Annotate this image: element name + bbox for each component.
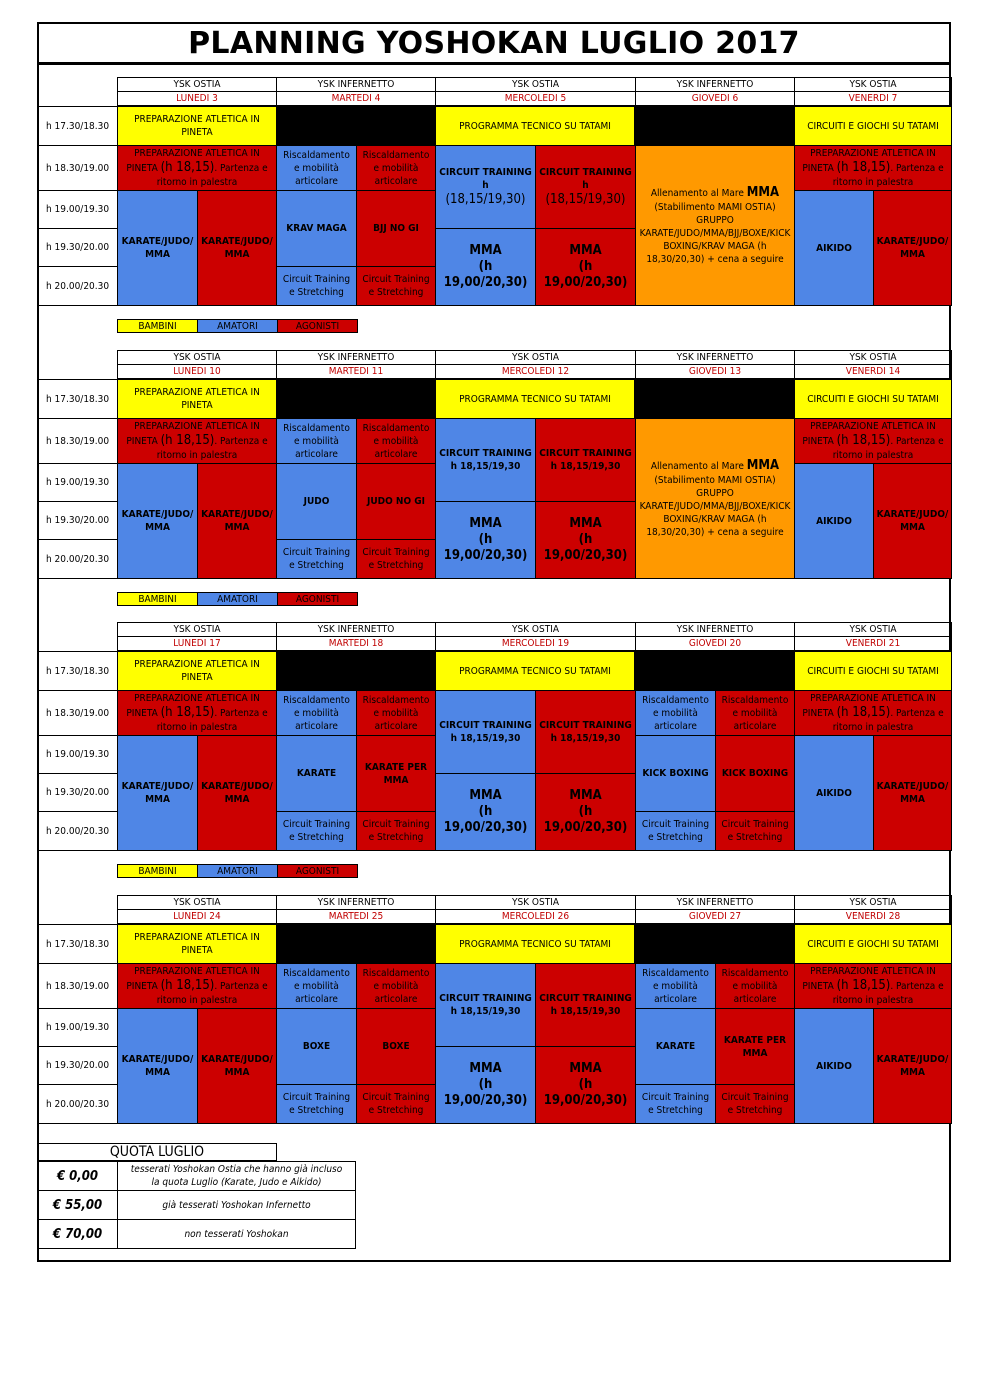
programma-cell: PROGRAMMA TECNICO SU TATAMI — [435, 379, 635, 419]
mma-cell — [435, 501, 536, 579]
prep-time: (h 18,15) — [160, 705, 215, 720]
class-cell: JUDO NO GI — [356, 463, 436, 540]
mma-cell — [535, 501, 636, 579]
day-label: LUNEDI 10 — [117, 364, 277, 379]
karate-judo-mma-cell: KARATE/JUDO/ MMA — [873, 190, 952, 306]
time-label: h 20.00/20.30 — [37, 266, 118, 306]
day-label: LUNEDI 17 — [117, 636, 277, 651]
prep-text: PINETA — [802, 163, 834, 174]
circuit-text: h 18,15/19,30 — [550, 461, 621, 472]
prep-text: ritorno in palestra — [156, 450, 238, 461]
day-label: MERCOLEDI 19 — [435, 636, 636, 651]
day-label: VENERDI 28 — [794, 909, 952, 924]
quota-description: non tesserati Yoshokan — [117, 1219, 356, 1249]
mma-time: (h 19,00/20,30) — [443, 259, 528, 290]
prep-time: (h 18,15) — [836, 978, 891, 993]
prep-text: ritorno in palestra — [156, 722, 238, 733]
mma-cell — [535, 1046, 636, 1124]
closed-cell — [635, 924, 795, 964]
prep-text: ritorno in palestra — [156, 177, 238, 188]
aikido-cell: AIKIDO — [794, 735, 874, 851]
circuit-training-cell — [435, 145, 536, 229]
mare-mma: MMA — [746, 458, 780, 473]
circuiti-cell: CIRCUITI E GIOCHI SU TATAMI — [794, 379, 952, 419]
circuit-text: h 18,15/19,30 — [450, 1006, 521, 1017]
mma-text: MMA — [569, 788, 602, 803]
mare-mma: MMA — [746, 185, 780, 200]
day-label: MERCOLEDI 12 — [435, 364, 636, 379]
circuit-training-cell — [435, 690, 536, 774]
prep-pineta-cell: PREPARAZIONE ATLETICA IN PINETA — [117, 106, 277, 146]
prep-text: PREPARAZIONE ATLETICA IN — [134, 148, 260, 159]
day-label: MARTEDI 4 — [276, 91, 436, 106]
venue-label: YSK OSTIA — [794, 77, 952, 92]
mma-time: (h 19,00/20,30) — [443, 804, 528, 835]
prep-text: . Partenza e — [890, 163, 944, 174]
venue-label: YSK INFERNETTO — [635, 895, 795, 910]
prep-text: . Partenza e — [214, 708, 268, 719]
prep-text: PINETA — [126, 708, 158, 719]
prep-pineta-18-cell — [117, 690, 277, 736]
venue-label: YSK INFERNETTO — [276, 350, 436, 365]
legend-agonisti: AGONISTI — [277, 319, 358, 333]
mma-text: MMA — [569, 243, 602, 258]
prep-pineta-18-cell — [117, 418, 277, 464]
riscaldamento-cell: Riscaldamento e mobilità articolare — [715, 963, 795, 1009]
prep-time: (h 18,15) — [160, 433, 215, 448]
circuit-text: CIRCUIT TRAINING h — [439, 167, 532, 191]
circuit-training-cell — [435, 963, 536, 1047]
time-label: h 20.00/20.30 — [37, 1084, 118, 1124]
circuiti-cell: CIRCUITI E GIOCHI SU TATAMI — [794, 106, 952, 146]
time-label: h 20.00/20.30 — [37, 811, 118, 851]
programma-cell: PROGRAMMA TECNICO SU TATAMI — [435, 651, 635, 691]
prep-text: ritorno in palestra — [832, 995, 914, 1006]
time-label: h 19.00/19.30 — [37, 190, 118, 229]
mare-cell — [635, 418, 795, 579]
aikido-cell: AIKIDO — [794, 190, 874, 306]
karate-judo-mma-cell: KARATE/JUDO/ MMA — [197, 735, 277, 851]
prep-text: PINETA — [802, 981, 834, 992]
circuit-stretch-cell: Circuit Training e Stretching — [276, 266, 357, 306]
prep-text: PREPARAZIONE ATLETICA IN — [810, 148, 936, 159]
prep-text: PINETA — [802, 436, 834, 447]
time-label: h 17.30/18.30 — [37, 651, 118, 691]
circuit-training-cell — [535, 690, 636, 774]
circuit-stretch-cell: Circuit Training e Stretching — [715, 811, 795, 851]
prep-text: PREPARAZIONE ATLETICA IN — [810, 693, 936, 704]
prep-text: . Partenza e — [214, 436, 268, 447]
riscaldamento-cell: Riscaldamento e mobilità articolare — [276, 690, 357, 736]
karate-judo-mma-cell: KARATE/JUDO/ MMA — [197, 463, 277, 579]
circuit-text: CIRCUIT TRAINING — [439, 720, 532, 731]
circuit-text: (18,15/19,30) — [545, 192, 626, 207]
class-cell: KARATE PER MMA — [356, 735, 436, 812]
mare-cell — [635, 145, 795, 306]
time-label: h 17.30/18.30 — [37, 106, 118, 146]
mma-text: MMA — [469, 1061, 502, 1076]
mare-text: Allenamento al Mare — [650, 461, 744, 472]
time-label: h 19.30/20.00 — [37, 773, 118, 812]
riscaldamento-cell: Riscaldamento e mobilità articolare — [635, 963, 716, 1009]
riscaldamento-cell: Riscaldamento e mobilità articolare — [276, 145, 357, 191]
circuit-stretch-cell: Circuit Training e Stretching — [635, 811, 716, 851]
circuit-training-cell — [435, 418, 536, 502]
row-separator — [37, 305, 951, 306]
legend-bambini: BAMBINI — [117, 864, 198, 878]
circuiti-cell: CIRCUITI E GIOCHI SU TATAMI — [794, 651, 952, 691]
closed-cell — [276, 379, 436, 419]
riscaldamento-cell: Riscaldamento e mobilità articolare — [276, 963, 357, 1009]
prep-text: PINETA — [126, 981, 158, 992]
mma-text: MMA — [469, 516, 502, 531]
quota-price: € 70,00 — [37, 1219, 118, 1249]
venue-label: YSK INFERNETTO — [276, 77, 436, 92]
closed-cell — [635, 651, 795, 691]
day-label: LUNEDI 24 — [117, 909, 277, 924]
circuit-training-cell — [535, 418, 636, 502]
mma-cell — [435, 773, 536, 851]
page-title: PLANNING YOSHOKAN LUGLIO 2017 — [37, 22, 951, 64]
prep-text: PINETA — [126, 163, 158, 174]
riscaldamento-cell: Riscaldamento e mobilità articolare — [356, 145, 436, 191]
prep-time: (h 18,15) — [160, 160, 215, 175]
circuit-stretch-cell: Circuit Training e Stretching — [356, 539, 436, 579]
circuit-stretch-cell: Circuit Training e Stretching — [356, 266, 436, 306]
prep-text: . Partenza e — [890, 436, 944, 447]
venue-label: YSK OSTIA — [794, 350, 952, 365]
venue-label: YSK OSTIA — [794, 622, 952, 637]
karate-judo-mma-cell: KARATE/JUDO/ MMA — [197, 1008, 277, 1124]
prep-text: PREPARAZIONE ATLETICA IN — [134, 693, 260, 704]
karate-judo-mma-cell: KARATE/JUDO/ MMA — [117, 190, 198, 306]
class-cell: JUDO — [276, 463, 357, 540]
prep-text: PREPARAZIONE ATLETICA IN — [134, 966, 260, 977]
venue-label: YSK OSTIA — [117, 350, 277, 365]
legend-bambini: BAMBINI — [117, 319, 198, 333]
circuit-text: CIRCUIT TRAINING — [439, 993, 532, 1004]
prep-text: . Partenza e — [214, 163, 268, 174]
prep-pineta-cell: PREPARAZIONE ATLETICA IN PINETA — [117, 924, 277, 964]
mma-time: (h 19,00/20,30) — [543, 259, 628, 290]
prep-text: PINETA — [802, 708, 834, 719]
prep-text: PINETA — [126, 436, 158, 447]
prep-text: . Partenza e — [890, 708, 944, 719]
venue-label: YSK OSTIA — [117, 77, 277, 92]
class-cell: KARATE — [635, 1008, 716, 1085]
circuit-text: h 18,15/19,30 — [550, 1006, 621, 1017]
riscaldamento-cell: Riscaldamento e mobilità articolare — [356, 690, 436, 736]
mma-time: (h 19,00/20,30) — [443, 1077, 528, 1108]
time-label: h 19.00/19.30 — [37, 1008, 118, 1047]
time-label: h 19.30/20.00 — [37, 1046, 118, 1085]
riscaldamento-cell: Riscaldamento e mobilità articolare — [356, 418, 436, 464]
mma-cell — [435, 228, 536, 306]
day-label: GIOVEDI 27 — [635, 909, 795, 924]
circuit-text: CIRCUIT TRAINING — [439, 448, 532, 459]
karate-judo-mma-cell: KARATE/JUDO/ MMA — [117, 463, 198, 579]
venue-label: YSK INFERNETTO — [635, 622, 795, 637]
prep-text: ritorno in palestra — [832, 450, 914, 461]
circuit-stretch-cell: Circuit Training e Stretching — [715, 1084, 795, 1124]
venue-label: YSK INFERNETTO — [635, 77, 795, 92]
circuit-text: h 18,15/19,30 — [450, 733, 521, 744]
prep-time: (h 18,15) — [836, 160, 891, 175]
row-separator — [37, 64, 951, 65]
circuit-stretch-cell: Circuit Training e Stretching — [356, 1084, 436, 1124]
karate-judo-mma-cell: KARATE/JUDO/ MMA — [117, 1008, 198, 1124]
class-cell: KARATE PER MMA — [715, 1008, 795, 1085]
row-separator — [37, 850, 951, 851]
time-label: h 20.00/20.30 — [37, 539, 118, 579]
circuit-stretch-cell: Circuit Training e Stretching — [356, 811, 436, 851]
legend-agonisti: AGONISTI — [277, 592, 358, 606]
time-label: h 18.30/19.00 — [37, 145, 118, 191]
time-label: h 18.30/19.00 — [37, 418, 118, 464]
mma-cell — [535, 773, 636, 851]
circuit-text: h 18,15/19,30 — [450, 461, 521, 472]
time-label: h 17.30/18.30 — [37, 379, 118, 419]
row-separator — [37, 1123, 951, 1124]
prep-text: ritorno in palestra — [832, 722, 914, 733]
class-cell: BJJ NO GI — [356, 190, 436, 267]
closed-cell — [276, 924, 436, 964]
mare-text: (Stabilimento MAMI OSTIA) GRUPPO KARATE/JUDO/MMA/BJJ/BOXE/KICK BOXING/KRAV MAGA (h 18,30/20,30) + cena a seguire — [639, 202, 791, 265]
riscaldamento-cell: Riscaldamento e mobilità articolare — [356, 963, 436, 1009]
class-cell: KRAV MAGA — [276, 190, 357, 267]
circuit-stretch-cell: Circuit Training e Stretching — [276, 811, 357, 851]
mma-time: (h 19,00/20,30) — [543, 804, 628, 835]
venue-label: YSK OSTIA — [794, 895, 952, 910]
prep-pineta-18-cell — [794, 963, 952, 1009]
mma-text: MMA — [469, 788, 502, 803]
day-label: LUNEDI 3 — [117, 91, 277, 106]
mare-text: Allenamento al Mare — [650, 188, 744, 199]
day-label: GIOVEDI 6 — [635, 91, 795, 106]
day-label: MERCOLEDI 26 — [435, 909, 636, 924]
mma-time: (h 19,00/20,30) — [543, 532, 628, 563]
venue-label: YSK OSTIA — [435, 350, 636, 365]
legend-amatori: AMATORI — [197, 864, 278, 878]
closed-cell — [276, 106, 436, 146]
circuit-text: CIRCUIT TRAINING — [539, 993, 632, 1004]
prep-pineta-18-cell — [117, 963, 277, 1009]
karate-judo-mma-cell: KARATE/JUDO/ MMA — [197, 190, 277, 306]
venue-label: YSK OSTIA — [435, 77, 636, 92]
time-label: h 17.30/18.30 — [37, 924, 118, 964]
day-label: MERCOLEDI 5 — [435, 91, 636, 106]
riscaldamento-cell: Riscaldamento e mobilità articolare — [276, 418, 357, 464]
prep-pineta-18-cell — [794, 145, 952, 191]
prep-text: PREPARAZIONE ATLETICA IN — [810, 421, 936, 432]
day-label: MARTEDI 18 — [276, 636, 436, 651]
circuiti-cell: CIRCUITI E GIOCHI SU TATAMI — [794, 924, 952, 964]
prep-time: (h 18,15) — [836, 433, 891, 448]
time-label: h 18.30/19.00 — [37, 963, 118, 1009]
mma-text: MMA — [569, 516, 602, 531]
circuit-text: CIRCUIT TRAINING h — [539, 167, 632, 191]
prep-pineta-cell: PREPARAZIONE ATLETICA IN PINETA — [117, 379, 277, 419]
circuit-training-cell — [535, 145, 636, 229]
day-label: VENERDI 21 — [794, 636, 952, 651]
quota-title: QUOTA LUGLIO — [37, 1143, 277, 1161]
riscaldamento-cell: Riscaldamento e mobilità articolare — [715, 690, 795, 736]
legend-bambini: BAMBINI — [117, 592, 198, 606]
venue-label: YSK OSTIA — [117, 895, 277, 910]
class-cell: KICK BOXING — [635, 735, 716, 812]
prep-text: ritorno in palestra — [156, 995, 238, 1006]
programma-cell: PROGRAMMA TECNICO SU TATAMI — [435, 106, 635, 146]
time-label: h 19.00/19.30 — [37, 735, 118, 774]
day-label: VENERDI 14 — [794, 364, 952, 379]
mma-cell — [535, 228, 636, 306]
prep-time: (h 18,15) — [836, 705, 891, 720]
riscaldamento-cell: Riscaldamento e mobilità articolare — [635, 690, 716, 736]
prep-pineta-18-cell — [794, 418, 952, 464]
venue-label: YSK OSTIA — [435, 622, 636, 637]
day-label: MARTEDI 11 — [276, 364, 436, 379]
circuit-stretch-cell: Circuit Training e Stretching — [276, 539, 357, 579]
row-separator — [37, 578, 951, 579]
prep-text: PREPARAZIONE ATLETICA IN — [810, 966, 936, 977]
time-label: h 19.00/19.30 — [37, 463, 118, 502]
prep-pineta-18-cell — [794, 690, 952, 736]
circuit-text: h 18,15/19,30 — [550, 733, 621, 744]
karate-judo-mma-cell: KARATE/JUDO/ MMA — [873, 735, 952, 851]
circuit-text: CIRCUIT TRAINING — [539, 448, 632, 459]
mare-text: (Stabilimento MAMI OSTIA) GRUPPO KARATE/JUDO/MMA/BJJ/BOXE/KICK BOXING/KRAV MAGA (h 18,30/20,30) + cena a seguire — [639, 475, 791, 538]
venue-label: YSK OSTIA — [435, 895, 636, 910]
mma-time: (h 19,00/20,30) — [443, 532, 528, 563]
venue-label: YSK INFERNETTO — [276, 895, 436, 910]
circuit-training-cell — [535, 963, 636, 1047]
closed-cell — [635, 106, 795, 146]
venue-label: YSK OSTIA — [117, 622, 277, 637]
prep-text: . Partenza e — [890, 981, 944, 992]
mma-cell — [435, 1046, 536, 1124]
day-label: VENERDI 7 — [794, 91, 952, 106]
closed-cell — [276, 651, 436, 691]
prep-text: . Partenza e — [214, 981, 268, 992]
day-label: GIOVEDI 20 — [635, 636, 795, 651]
closed-cell — [635, 379, 795, 419]
karate-judo-mma-cell: KARATE/JUDO/ MMA — [117, 735, 198, 851]
quota-price: € 55,00 — [37, 1190, 118, 1220]
time-label: h 19.30/20.00 — [37, 501, 118, 540]
aikido-cell: AIKIDO — [794, 1008, 874, 1124]
legend-agonisti: AGONISTI — [277, 864, 358, 878]
class-cell: KARATE — [276, 735, 357, 812]
karate-judo-mma-cell: KARATE/JUDO/ MMA — [873, 463, 952, 579]
aikido-cell: AIKIDO — [794, 463, 874, 579]
circuit-text: (18,15/19,30) — [445, 192, 526, 207]
class-cell: BOXE — [356, 1008, 436, 1085]
day-label: GIOVEDI 13 — [635, 364, 795, 379]
circuit-stretch-cell: Circuit Training e Stretching — [635, 1084, 716, 1124]
venue-label: YSK INFERNETTO — [276, 622, 436, 637]
legend-amatori: AMATORI — [197, 592, 278, 606]
programma-cell: PROGRAMMA TECNICO SU TATAMI — [435, 924, 635, 964]
prep-pineta-cell: PREPARAZIONE ATLETICA IN PINETA — [117, 651, 277, 691]
class-cell: BOXE — [276, 1008, 357, 1085]
mma-text: MMA — [569, 1061, 602, 1076]
class-cell: KICK BOXING — [715, 735, 795, 812]
circuit-text: CIRCUIT TRAINING — [539, 720, 632, 731]
prep-time: (h 18,15) — [160, 978, 215, 993]
legend-amatori: AMATORI — [197, 319, 278, 333]
venue-label: YSK INFERNETTO — [635, 350, 795, 365]
mma-time: (h 19,00/20,30) — [543, 1077, 628, 1108]
prep-pineta-18-cell — [117, 145, 277, 191]
time-label: h 18.30/19.00 — [37, 690, 118, 736]
prep-text: ritorno in palestra — [832, 177, 914, 188]
karate-judo-mma-cell: KARATE/JUDO/ MMA — [873, 1008, 952, 1124]
mma-text: MMA — [469, 243, 502, 258]
day-label: MARTEDI 25 — [276, 909, 436, 924]
quota-price: € 0,00 — [37, 1161, 118, 1191]
time-label: h 19.30/20.00 — [37, 228, 118, 267]
quota-description: già tesserati Yoshokan Infernetto — [117, 1190, 356, 1220]
quota-description: tesserati Yoshokan Ostia che hanno già incluso la quota Luglio (Karate, Judo e Aikido) — [117, 1161, 356, 1191]
circuit-stretch-cell: Circuit Training e Stretching — [276, 1084, 357, 1124]
prep-text: PREPARAZIONE ATLETICA IN — [134, 421, 260, 432]
